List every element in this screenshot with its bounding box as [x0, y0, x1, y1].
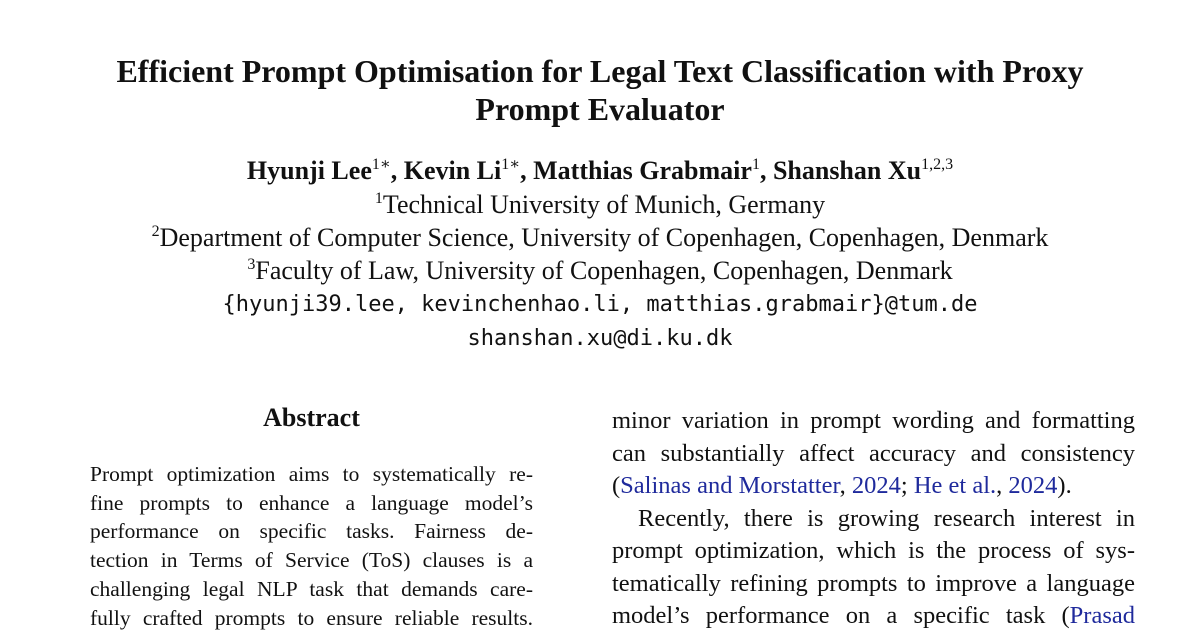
citation-year-link[interactable]: 2024: [1008, 472, 1058, 499]
body-line: Recently, there is growing research interest in: [638, 504, 1135, 532]
paren: (: [612, 472, 621, 499]
author-affiliation-mark: 1∗: [371, 156, 391, 173]
author-separator: ,: [520, 156, 534, 185]
body-line: can substantially affect accuracy and consistency: [612, 439, 1135, 467]
abstract-line: performance on specific tasks. Fairness de-: [90, 519, 533, 544]
author-email: {hyunji39.lee, kevinchenhao.li, matthias.grabmair}@tum.de: [222, 292, 978, 317]
citation-year-link[interactable]: 2024: [851, 472, 901, 499]
citation-separator: ;: [900, 472, 914, 499]
author-name: Matthias Grabmair: [533, 156, 752, 185]
affiliation: [0, 189, 1200, 221]
affiliation-mark: 1: [374, 190, 383, 207]
body-line: minor variation in prompt wording and formatting: [612, 407, 1135, 434]
abstract-body: [90, 460, 533, 632]
abstract-line: fine prompts to enhance a language model’s: [90, 490, 533, 515]
citation-link[interactable]: He et al.: [913, 472, 997, 499]
paper-title-line-1: Efficient Prompt Optimisation for Legal Text Classification with Proxy: [116, 53, 1084, 89]
introduction-text: [612, 405, 1135, 633]
affiliation-mark: 2: [151, 223, 160, 240]
author-email: shanshan.xu@di.ku.dk: [467, 326, 733, 351]
citation-separator: ,: [996, 472, 1009, 499]
body-line: prompt optimization, which is the process of sys-: [612, 537, 1135, 564]
author-name: Shanshan Xu: [772, 156, 922, 185]
affiliation: [0, 222, 1200, 254]
author-affiliation-mark: 1∗: [501, 156, 521, 173]
affiliation: [0, 255, 1200, 287]
body-text: model’s performance on a specific task (: [612, 602, 1070, 629]
abstract-line: Prompt optimization aims to systematically re-: [90, 462, 533, 486]
body-line: [612, 470, 1135, 503]
abstract-line: tection in Terms of Service (ToS) clauses is a: [90, 548, 533, 573]
author-affiliation-mark: 1: [751, 156, 760, 173]
abstract-line: fully crafted prompts to ensure reliable results.: [90, 605, 533, 630]
citation-separator: ,: [839, 472, 852, 499]
affiliation-mark: 3: [247, 256, 256, 273]
body-line: [612, 600, 1135, 633]
affiliation-text: Faculty of Law, University of Copenhagen, Copenhagen, Denmark: [255, 256, 953, 285]
author-list: [0, 154, 1200, 188]
abstract-heading: Abstract: [263, 403, 360, 432]
author-separator: ,: [390, 156, 404, 185]
affiliation-text: Department of Computer Science, University of Copenhagen, Copenhagen, Denmark: [159, 223, 1049, 252]
author-name: Hyunji Lee: [246, 156, 372, 185]
author-affiliation-mark: 1,2,3: [921, 156, 954, 173]
abstract-line: challenging legal NLP task that demands care-: [90, 576, 533, 601]
paper-title: [0, 52, 1200, 128]
citation-link[interactable]: Salinas and Morstatter: [620, 472, 840, 499]
paren: ).: [1057, 472, 1072, 499]
citation-link[interactable]: Prasad: [1069, 602, 1135, 629]
body-line: tematically refining prompts to improve a language: [612, 569, 1135, 597]
author-separator: ,: [759, 156, 773, 185]
author-name: Kevin Li: [403, 156, 502, 185]
paper-title-line-2: Prompt Evaluator: [475, 91, 725, 127]
affiliation-text: Technical University of Munich, Germany: [382, 190, 826, 219]
